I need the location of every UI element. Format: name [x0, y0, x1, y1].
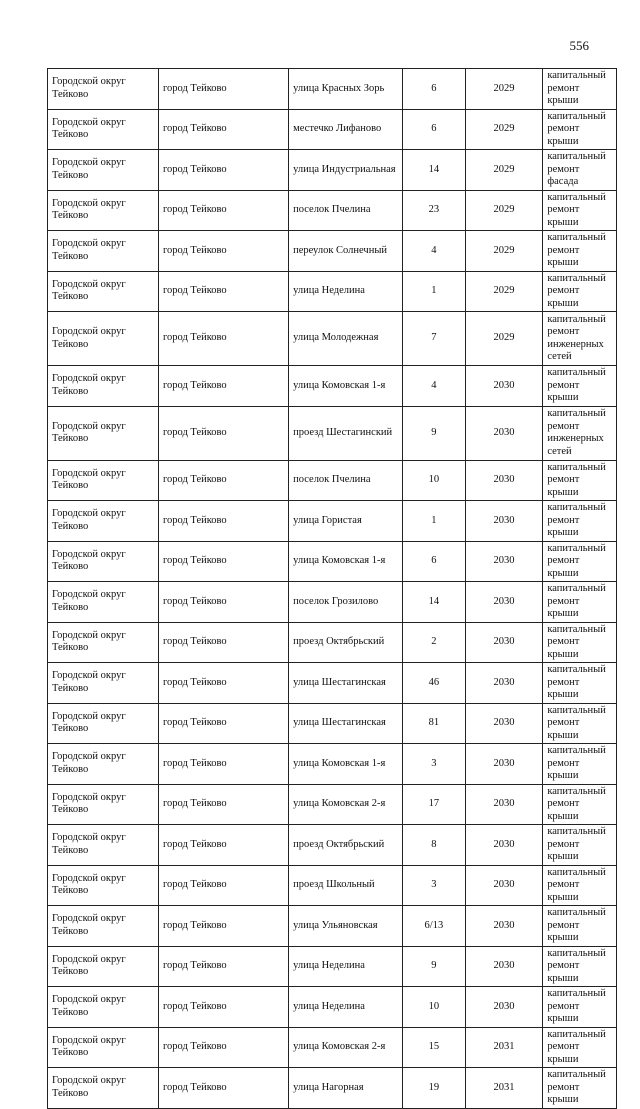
municipality-cell: Городской округ Тейково — [48, 744, 159, 785]
work-type-cell: капитальный ремонт крыши — [543, 865, 617, 906]
street-cell: улица Ульяновская — [289, 906, 403, 947]
street-cell: улица Индустриальная — [289, 150, 403, 191]
city-cell: город Тейково — [158, 784, 288, 825]
house-number-cell: 3 — [403, 865, 466, 906]
municipality-cell: Городской округ Тейково — [48, 312, 159, 366]
year-cell: 2029 — [465, 231, 543, 272]
work-type-cell: капитальный ремонт крыши — [543, 190, 617, 231]
street-cell: проезд Школьный — [289, 865, 403, 906]
year-cell: 2029 — [465, 150, 543, 191]
house-number-cell: 7 — [403, 312, 466, 366]
municipality-cell: Городской округ Тейково — [48, 541, 159, 582]
city-cell: город Тейково — [158, 231, 288, 272]
street-cell: улица Неделина — [289, 271, 403, 312]
year-cell: 2030 — [465, 501, 543, 542]
city-cell: город Тейково — [158, 825, 288, 866]
table-row — [48, 1068, 617, 1109]
table-row — [48, 69, 617, 110]
table-row — [48, 109, 617, 150]
street-cell: улица Комовская 1-я — [289, 744, 403, 785]
house-number-cell: 4 — [403, 231, 466, 272]
year-cell: 2030 — [465, 744, 543, 785]
city-cell: город Тейково — [158, 460, 288, 501]
table-row — [48, 946, 617, 987]
work-type-cell: капитальный ремонт крыши — [543, 987, 617, 1028]
year-cell: 2029 — [465, 312, 543, 366]
year-cell: 2030 — [465, 406, 543, 460]
work-type-cell: капитальный ремонт крыши — [543, 231, 617, 272]
city-cell: город Тейково — [158, 865, 288, 906]
house-number-cell: 1 — [403, 501, 466, 542]
municipality-cell: Городской округ Тейково — [48, 190, 159, 231]
work-type-cell: капитальный ремонт крыши — [543, 501, 617, 542]
city-cell: город Тейково — [158, 501, 288, 542]
house-number-cell: 17 — [403, 784, 466, 825]
year-cell: 2030 — [465, 366, 543, 407]
year-cell: 2030 — [465, 582, 543, 623]
house-number-cell: 1 — [403, 271, 466, 312]
house-number-cell: 10 — [403, 987, 466, 1028]
work-type-cell: капитальный ремонт крыши — [543, 825, 617, 866]
street-cell: проезд Октябрьский — [289, 825, 403, 866]
street-cell: поселок Пчелина — [289, 460, 403, 501]
work-type-cell: капитальный ремонт крыши — [543, 541, 617, 582]
house-number-cell: 3 — [403, 744, 466, 785]
municipality-cell: Городской округ Тейково — [48, 501, 159, 542]
city-cell: город Тейково — [158, 1068, 288, 1109]
municipality-cell: Городской округ Тейково — [48, 406, 159, 460]
register-table-body — [48, 69, 617, 1109]
city-cell: город Тейково — [158, 271, 288, 312]
city-cell: город Тейково — [158, 109, 288, 150]
year-cell: 2030 — [465, 825, 543, 866]
municipality-cell: Городской округ Тейково — [48, 906, 159, 947]
city-cell: город Тейково — [158, 946, 288, 987]
street-cell: улица Комовская 1-я — [289, 541, 403, 582]
city-cell: город Тейково — [158, 582, 288, 623]
house-number-cell: 9 — [403, 406, 466, 460]
municipality-cell: Городской округ Тейково — [48, 582, 159, 623]
street-cell: улица Комовская 2-я — [289, 784, 403, 825]
city-cell: город Тейково — [158, 69, 288, 110]
table-row — [48, 312, 617, 366]
house-number-cell: 19 — [403, 1068, 466, 1109]
municipality-cell: Городской округ Тейково — [48, 987, 159, 1028]
city-cell: город Тейково — [158, 366, 288, 407]
year-cell: 2030 — [465, 865, 543, 906]
year-cell: 2030 — [465, 622, 543, 663]
table-row — [48, 582, 617, 623]
work-type-cell: капитальный ремонт крыши — [543, 663, 617, 704]
municipality-cell: Городской округ Тейково — [48, 825, 159, 866]
table-row — [48, 825, 617, 866]
year-cell: 2029 — [465, 271, 543, 312]
year-cell: 2030 — [465, 703, 543, 744]
work-type-cell: капитальный ремонт крыши — [543, 366, 617, 407]
street-cell: улица Неделина — [289, 946, 403, 987]
city-cell: город Тейково — [158, 622, 288, 663]
table-row — [48, 622, 617, 663]
street-cell: местечко Лифаново — [289, 109, 403, 150]
year-cell: 2029 — [465, 109, 543, 150]
street-cell: переулок Солнечный — [289, 231, 403, 272]
municipality-cell: Городской округ Тейково — [48, 271, 159, 312]
municipality-cell: Городской округ Тейково — [48, 460, 159, 501]
city-cell: город Тейково — [158, 190, 288, 231]
municipality-cell: Городской округ Тейково — [48, 109, 159, 150]
work-type-cell: капитальный ремонт крыши — [543, 946, 617, 987]
year-cell: 2030 — [465, 784, 543, 825]
table-row — [48, 744, 617, 785]
work-type-cell: капитальный ремонт инженерных сетей — [543, 406, 617, 460]
municipality-cell: Городской округ Тейково — [48, 865, 159, 906]
table-row — [48, 231, 617, 272]
municipality-cell: Городской округ Тейково — [48, 622, 159, 663]
city-cell: город Тейково — [158, 406, 288, 460]
table-row — [48, 150, 617, 191]
register-table — [47, 68, 617, 1109]
street-cell: улица Комовская 1-я — [289, 366, 403, 407]
city-cell: город Тейково — [158, 541, 288, 582]
work-type-cell: капитальный ремонт крыши — [543, 784, 617, 825]
year-cell: 2030 — [465, 946, 543, 987]
year-cell: 2031 — [465, 1027, 543, 1068]
municipality-cell: Городской округ Тейково — [48, 784, 159, 825]
municipality-cell: Городской округ Тейково — [48, 231, 159, 272]
work-type-cell: капитальный ремонт крыши — [543, 271, 617, 312]
work-type-cell: капитальный ремонт крыши — [543, 744, 617, 785]
table-row — [48, 460, 617, 501]
street-cell: улица Шестагинская — [289, 663, 403, 704]
work-type-cell: капитальный ремонт крыши — [543, 460, 617, 501]
work-type-cell: капитальный ремонт крыши — [543, 1027, 617, 1068]
table-row — [48, 541, 617, 582]
municipality-cell: Городской округ Тейково — [48, 1068, 159, 1109]
page-number: 556 — [569, 38, 589, 53]
year-cell: 2029 — [465, 190, 543, 231]
work-type-cell: капитальный ремонт крыши — [543, 906, 617, 947]
year-cell: 2030 — [465, 541, 543, 582]
house-number-cell: 6 — [403, 541, 466, 582]
work-type-cell: капитальный ремонт инженерных сетей — [543, 312, 617, 366]
street-cell: улица Молодежная — [289, 312, 403, 366]
table-row — [48, 987, 617, 1028]
house-number-cell: 6 — [403, 109, 466, 150]
table-row — [48, 271, 617, 312]
street-cell: проезд Октябрьский — [289, 622, 403, 663]
work-type-cell: капитальный ремонт крыши — [543, 582, 617, 623]
work-type-cell: капитальный ремонт фасада — [543, 150, 617, 191]
year-cell: 2029 — [465, 69, 543, 110]
municipality-cell: Городской округ Тейково — [48, 69, 159, 110]
city-cell: город Тейково — [158, 663, 288, 704]
street-cell: улица Красных Зорь — [289, 69, 403, 110]
table-row — [48, 366, 617, 407]
city-cell: город Тейково — [158, 987, 288, 1028]
street-cell: улица Неделина — [289, 987, 403, 1028]
work-type-cell: капитальный ремонт крыши — [543, 69, 617, 110]
table-row — [48, 703, 617, 744]
municipality-cell: Городской округ Тейково — [48, 663, 159, 704]
work-type-cell: капитальный ремонт крыши — [543, 703, 617, 744]
year-cell: 2030 — [465, 460, 543, 501]
year-cell: 2030 — [465, 906, 543, 947]
house-number-cell: 23 — [403, 190, 466, 231]
city-cell: город Тейково — [158, 150, 288, 191]
table-row — [48, 1027, 617, 1068]
table-row — [48, 784, 617, 825]
work-type-cell: капитальный ремонт крыши — [543, 1068, 617, 1109]
house-number-cell: 4 — [403, 366, 466, 407]
municipality-cell: Городской округ Тейково — [48, 150, 159, 191]
work-type-cell: капитальный ремонт крыши — [543, 622, 617, 663]
street-cell: поселок Грозилово — [289, 582, 403, 623]
street-cell: улица Гористая — [289, 501, 403, 542]
house-number-cell: 8 — [403, 825, 466, 866]
house-number-cell: 2 — [403, 622, 466, 663]
street-cell: проезд Шестагинский — [289, 406, 403, 460]
municipality-cell: Городской округ Тейково — [48, 366, 159, 407]
city-cell: город Тейково — [158, 312, 288, 366]
municipality-cell: Городской округ Тейково — [48, 1027, 159, 1068]
table-row — [48, 663, 617, 704]
table-row — [48, 406, 617, 460]
city-cell: город Тейково — [158, 906, 288, 947]
work-type-cell: капитальный ремонт крыши — [543, 109, 617, 150]
city-cell: город Тейково — [158, 744, 288, 785]
house-number-cell: 6 — [403, 69, 466, 110]
house-number-cell: 14 — [403, 150, 466, 191]
municipality-cell: Городской округ Тейково — [48, 946, 159, 987]
table-row — [48, 190, 617, 231]
year-cell: 2030 — [465, 663, 543, 704]
house-number-cell: 9 — [403, 946, 466, 987]
municipality-cell: Городской округ Тейково — [48, 703, 159, 744]
street-cell: улица Комовская 2-я — [289, 1027, 403, 1068]
city-cell: город Тейково — [158, 1027, 288, 1068]
year-cell: 2031 — [465, 1068, 543, 1109]
house-number-cell: 6/13 — [403, 906, 466, 947]
year-cell: 2030 — [465, 987, 543, 1028]
table-row — [48, 501, 617, 542]
table-row — [48, 906, 617, 947]
house-number-cell: 81 — [403, 703, 466, 744]
house-number-cell: 46 — [403, 663, 466, 704]
city-cell: город Тейково — [158, 703, 288, 744]
house-number-cell: 10 — [403, 460, 466, 501]
street-cell: улица Нагорная — [289, 1068, 403, 1109]
street-cell: поселок Пчелина — [289, 190, 403, 231]
house-number-cell: 15 — [403, 1027, 466, 1068]
street-cell: улица Шестагинская — [289, 703, 403, 744]
house-number-cell: 14 — [403, 582, 466, 623]
table-row — [48, 865, 617, 906]
